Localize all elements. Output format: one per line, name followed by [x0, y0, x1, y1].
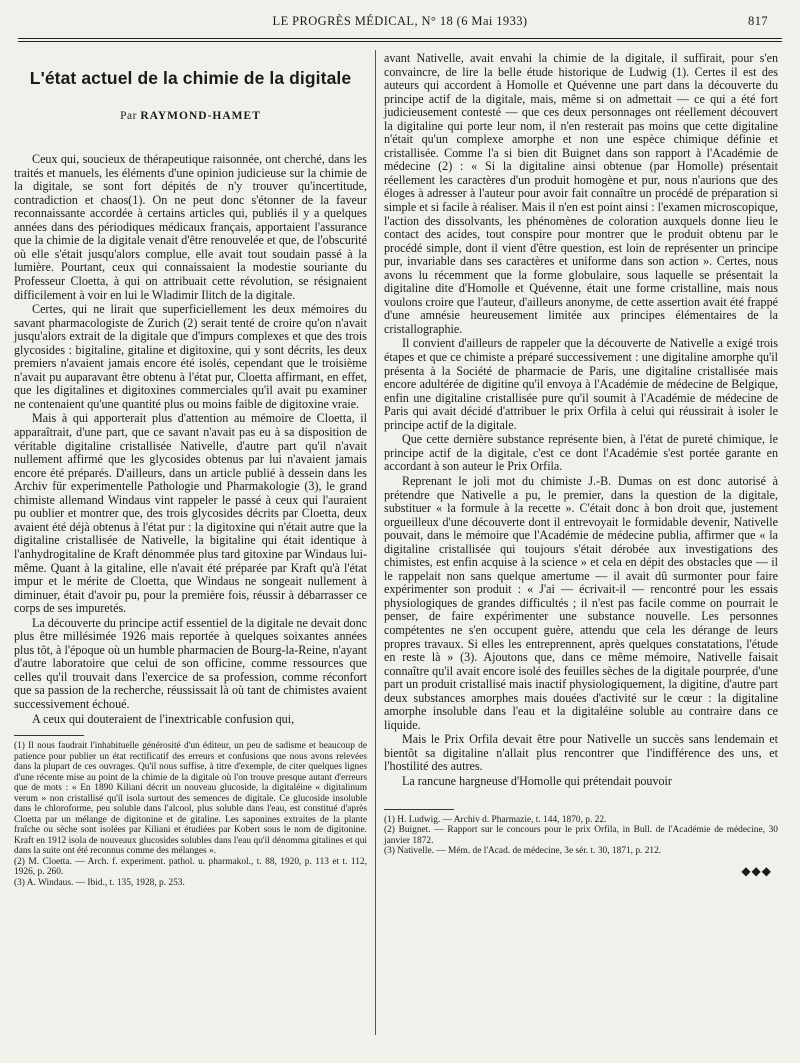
left-column	[14, 52, 367, 888]
end-ornament: ◆◆◆	[741, 863, 772, 878]
footnote: (1) H. Ludwig. — Archiv d. Pharmazie, t. 144, 1870, p. 22.	[384, 814, 607, 825]
author-name: RAYMOND-HAMET	[140, 109, 261, 122]
paragraph: Mais le Prix Orfila devait être pour Nativelle un succès sans lendemain et bientôt sa digitaline n'allait plus rencontrer que l'indifférence des uns, et l'hostilité des autres.	[384, 732, 778, 774]
header-rule-bottom	[18, 41, 782, 42]
paragraph: La rancune hargneuse d'Homolle qui prétendait pouvoir	[402, 773, 672, 788]
paragraph: Mais à qui apporterait plus d'attention au mémoire de Cloetta, il apparaîtrait, d'une part, que ce savant n'avait pas eu à sa disposition de véritable digitaline cristallisée Nativelle, d'autre part qu'il n'avait nullement affirmé que les glycosides obtenus par lui n'avaient jamais encore été préparés. D'ailleurs, dans un article publié à dessein dans les Archiv für experimentelle Pathologie und Pharmakologie (3), le grand chimiste allemand Windaus vint rappeler le passé à ceux qui l'auraient pu oublier et montrer que, des trois glycosides décrits par Cloetta, deux avaient été déjà obtenus à l'état pur : la digitoxine qui n'était autre que la digitaline cristallisée de Nativelle, la bigitaline qui était identique à l'anhydrogitaline de Kraft dénommée plus tard gitoxine par Windaus lui-même. Quant à la gitaline, elle n'avait été préparée par Kraft qu'à l'état impur et le mérite de Cloetta, que Windaus ne songeait nullement à diminuer, était d'avoir pu, pour la première fois, réussir à débarrasser ce corps de ses impuretés.	[14, 411, 367, 616]
paragraph: Certes, qui ne lirait que superficiellement les deux mémoires du savant pharmacologiste de Zurich (2) serait tenté de croire qu'on n'avait jusqu'alors extrait de la digitale que d'impurs complexes et que des trois glycosides : bigitaline, gitaline et digitoxine, qui y sont décrits, les deux premiers n'avaient jamais encore été isolés, cependant que le troisième n'avait pu auparavant être obtenu à l'état pur, Cloetta affirmant, en effet, que les digitalines et digitoxines commerciales qu'il avait pu examiner ne contenaient qu'une quantité plus ou moins faible de digitoxine vraie.	[14, 302, 367, 411]
footnote-separator	[14, 735, 84, 736]
footnote: (1) Il nous faudrait l'inhabituelle générosité d'un éditeur, un peu de sadisme et beaucoup de patience pour publier un état rectificatif des erreurs et confusions que nous avons relevées dans la plupart de ces ouvrages. Qu'il nous suffise, à titre d'exemple, de citer quelques lignes d'une récente mise au point de la chimie de la digitale où l'on trouve presque autant d'erreurs que de mots : « En 1890 Kiliani décrit un nouveau glucoside, la digitaléine « digitalinum verum » non cristallisé qu'il isola surtout des semences de digitale. Ce glucoside insoluble dans le chloroforme, peu soluble dans l'alcool, plus soluble dans l'eau, est constitué d'après Cloetta par un mélange de digitonine et de gitaline. Les saponines extraites de la plante fraîche ou sèche sont isolées par Kiliani et étudiées par Kobert sous le nom de digitonine. Kraft en 1912 isola de nouveaux glucosides solubles dans l'eau qu'il dénomma gitalines et qui dans la suite ont été reconnus comme des mélanges ».	[14, 741, 367, 857]
footnote: (3) A. Windaus. — Ibid., t. 135, 1928, p. 253.	[14, 877, 185, 888]
paragraph: A ceux qui douteraient de l'inextricable confusion qui,	[32, 711, 295, 726]
right-column	[384, 52, 778, 878]
column-divider	[375, 50, 376, 1035]
paragraph: Ceux qui, soucieux de thérapeutique raisonnée, ont cherché, dans les traités et manuels, les éléments d'une opinion judicieuse sur la chimie de la digitale, se sont fort dépités de n'y trouver qu'incertitude, contradiction et chaos(1). On ne peut donc s'étonner de la faveur reconnaissante accordée à certains articles qui, publiés il y a quelques années dans des périodiques médicaux français, apportaient l'assurance que la chimie de la digitale venait d'être renouvelée et que, de l'obscurité où elle s'était jusqu'alors complue, elle avait tout soudain passé à la lumière. Pourtant, ceux qui connaissaient la modestie souriante du Professeur Cloetta, à qui on attribuait cette révolution, se résignaient difficilement à voir en lui le Wladimir Ilitch de la digitale.	[14, 152, 367, 302]
article-title: L'état actuel de la chimie de la digitale	[29, 68, 352, 88]
footnote: (2) M. Cloetta. — Arch. f. experiment. pathol. u. pharmakol., t. 88, 1920, p. 113 et t. 112, 1926, p. 260.	[14, 856, 367, 878]
page-number: 817	[748, 14, 768, 28]
byline-prefix: Par	[120, 109, 137, 122]
paragraph: La découverte du principe actif essentiel de la digitale ne devait donc plus être millésimée 1926 mais reportée à quelques soixantes années plus tôt, à l'époque où un humble pharmacien de Bourg-la-Reine, n'ayant d'autre laboratoire que celui de son officine, comme ressources que celles qu'il trouvait dans l'exercice de sa profession, comme réconfort que sa passion de la recherche, réussissait là où tant de chimistes avaient successivement échoué.	[14, 615, 367, 711]
footnote-separator	[384, 809, 454, 810]
footnote: (2) Buignet. — Rapport sur le concours pour le prix Orfila, in Bull. de l'Académie de médecine, 30 janvier 1872.	[384, 825, 778, 846]
paragraph: Que cette dernière substance représente bien, à l'état de pureté chimique, le principe actif de la digitale, c'est ce dont l'Académie s'est portée garante en accordant à son auteur le Prix Orfila.	[384, 432, 778, 474]
paragraph: avant Nativelle, avait envahi la chimie de la digitale, il suffirait, pour s'en convaincre, de lire la belle étude historique de Ludwig (1). Certes il est des auteurs qui accordent à Homolle et Quévenne une part dans la découverte du principe actif de la digitale, mais, même si on admettait — ce qui a été fort judicieusement contesté — que ces deux personnages ont réellement découvert la digitaline qui porte leur nom, il n'en resterait pas moins que cette digitaline n'était qu'un complexe amorphe et non une espèce chimique définie et cristallisée. Comme l'a si bien dit Buignet dans son rapport à l'Académie de médecine (2) : « Si la digitaline ainsi obtenue (par Homolle) présentait réellement les caractères d'un produit homogène et pur, nous n'aurions que des éloges à adresser à l'auteur pour avoir fait connaître un procédé de préparation si simple et si facile à réaliser. Mais il n'en est point ainsi : l'examen microscopique, l'action des dissolvants, les phénomènes de coloration auxquels donne lieu le contact des acides, tout conspire pour montrer que le produit obtenu par le procédé simple, dont il vient d'être question, est loin de représenter un principe pur, invariable dans ses caractères et uniforme dans son action ». Certes, nous avons lu récemment que la forme globulaire, sous laquelle se présentait la digitaline dite d'Homolle et Quévenne, était une forme cristalline, mais nous voulons croire que l'auteur, d'ailleurs anonyme, de cette assertion avait été frappé d'une amnésie heureusement limitée aux principes élémentaires de la cristallographie.	[384, 51, 778, 336]
paragraph: Reprenant le joli mot du chimiste J.-B. Dumas on est donc autorisé à prétendre que Nativelle a pu, le premier, dans la question de la digitale, substituer « la formule à la recette ». C'était donc à bon droit que, justement orgueilleux d'une découverte dont il entrevoyait le formidable devenir, Nativelle pouvait, dans le mémoire que l'Académie de médecine publia, affirmer que « la digitaline cristallisée qui toujours s'était dérobée aux investigations des chimistes, est enfin acquise à la science » et cela en dépit des obstacles que — il le rappelait non sans quelque amertume — il avait dû surmonter pour faire expérimenter son produit : « J'ai — écrivait-il — rencontré pour les essais physiologiques de grandes difficultés ; il n'est pas facile comme on pourrait le penser, de faire expérimenter une substance nouvelle. Les personnes compétentes ne s'en occupent guère, attendu que cela les dérange de leurs propres travaux. Si elles les entreprennent, après quelques constatations, l'étude en reste là » (3). Ajoutons que, dans ce même mémoire, Nativelle faisait connaître qu'il avait encore isolé des feuilles sèches de la digitale pourprée, d'une part un produit cristallisé mais inactif physiologiquement, la digitine, d'autre part deux substances amorphes mais douées d'activité sur le cœur : la digitaline amorphe insoluble dans l'eau et la digitaléine soluble au contraire dans ce liquide.	[384, 473, 778, 732]
paragraph: Il convient d'ailleurs de rappeler que la découverte de Nativelle a exigé trois étapes et que ce chimiste a préparé successivement : une digitaline amorphe qu'il présenta à la Société de pharmacie de Paris, une digitaline cristallisée mais encore adultérée de digitine qu'il envoya à l'Académie de médecine de Belgique, enfin une digitaline cristallisée pure qu'il soumit à l'Académie de médecine de Paris qui avait décidé d'attribuer le prix Orfila à celui qui réussirait à isoler le principe actif de la digitale.	[384, 336, 778, 432]
running-title: LE PROGRÈS MÉDICAL, N° 18 (6 Mai 1933)	[272, 14, 528, 28]
byline	[14, 110, 367, 124]
header-rule-top	[18, 38, 782, 39]
footnote: (3) Nativelle. — Mém. de l'Acad. de médecine, 3e sér. t. 30, 1871, p. 212.	[384, 846, 662, 857]
running-header	[20, 14, 780, 36]
